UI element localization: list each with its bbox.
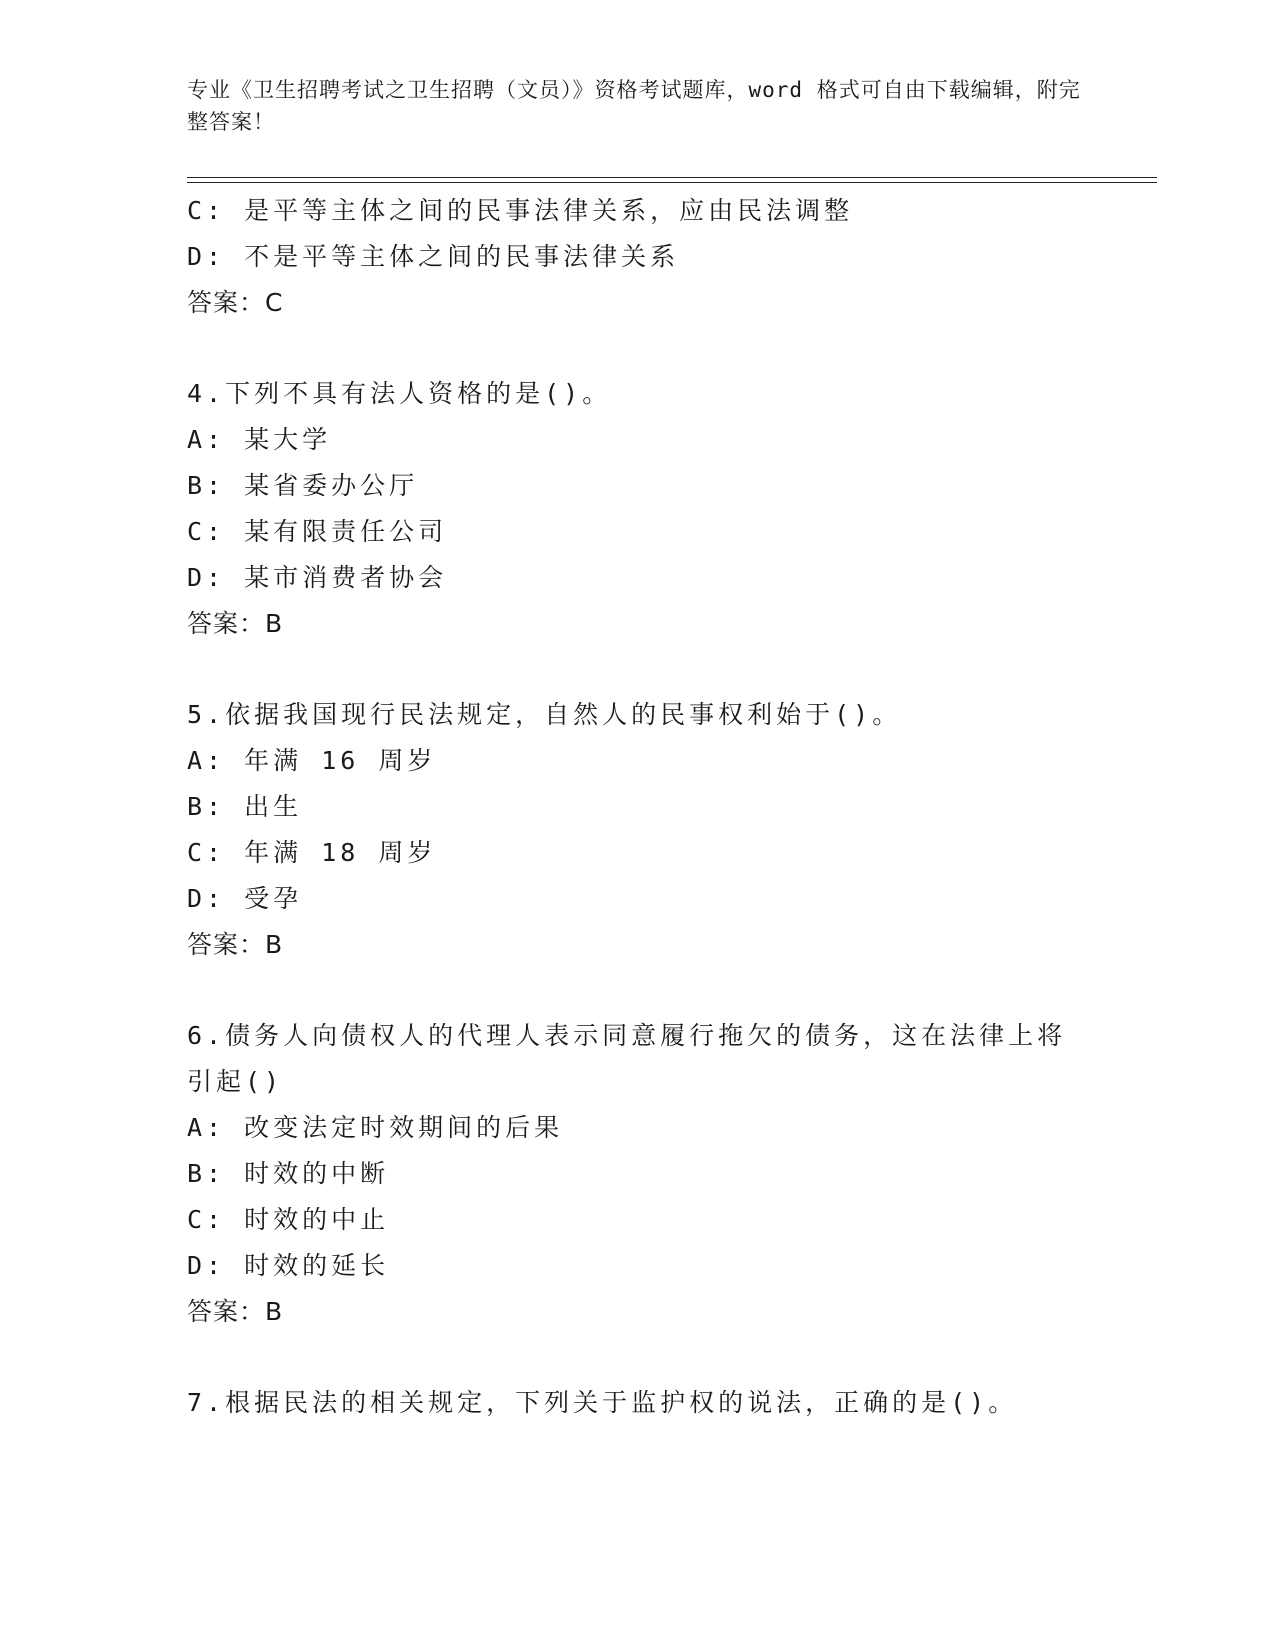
answer-line: 答案：B <box>187 930 284 959</box>
option-d: D: 某市消费者协会 <box>187 563 448 592</box>
question-5 <box>187 692 1087 968</box>
option-b: B: 时效的中断 <box>187 1159 390 1188</box>
option-c: C: 某有限责任公司 <box>187 517 448 546</box>
option-d: D: 时效的延长 <box>187 1251 390 1280</box>
question-stem: 6.债务人向债权人的代理人表示同意履行拖欠的债务，这在法律上将引起() <box>187 1021 1067 1096</box>
question-4 <box>187 371 1087 647</box>
option-c: C: 时效的中止 <box>187 1205 390 1234</box>
question-stem: 7.根据民法的相关规定，下列关于监护权的说法，正确的是()。 <box>187 1388 1018 1417</box>
option-d: D: 受孕 <box>187 884 303 913</box>
question-7 <box>187 1380 1087 1426</box>
option-d: D: 不是平等主体之间的民事法律关系 <box>187 242 680 271</box>
answer-line: 答案：B <box>187 1297 284 1326</box>
answer-line: 答案：B <box>187 609 284 638</box>
option-b: B: 某省委办公厅 <box>187 471 419 500</box>
option-a: A: 改变法定时效期间的后果 <box>187 1113 564 1142</box>
header-divider-top <box>187 177 1157 178</box>
header-divider-bottom <box>187 182 1157 183</box>
option-b: B: 出生 <box>187 792 303 821</box>
question-list <box>187 188 1087 1426</box>
question-stem: 5.依据我国现行民法规定，自然人的民事权利始于()。 <box>187 700 902 729</box>
header-note: 专业《卫生招聘考试之卫生招聘（文员）》资格考试题库，word 格式可自由下载编辑，附完整答案！ <box>187 78 1081 134</box>
question-6 <box>187 1013 1087 1335</box>
option-a: A: 年满 16 周岁 <box>187 746 437 775</box>
answer-line: 答案：C <box>187 288 284 317</box>
question-stem: 4.下列不具有法人资格的是()。 <box>187 379 612 408</box>
option-c: C: 是平等主体之间的民事法律关系，应由民法调整 <box>187 196 854 225</box>
option-a: A: 某大学 <box>187 425 332 454</box>
question-3-tail <box>187 188 1087 326</box>
option-c: C: 年满 18 周岁 <box>187 838 437 867</box>
